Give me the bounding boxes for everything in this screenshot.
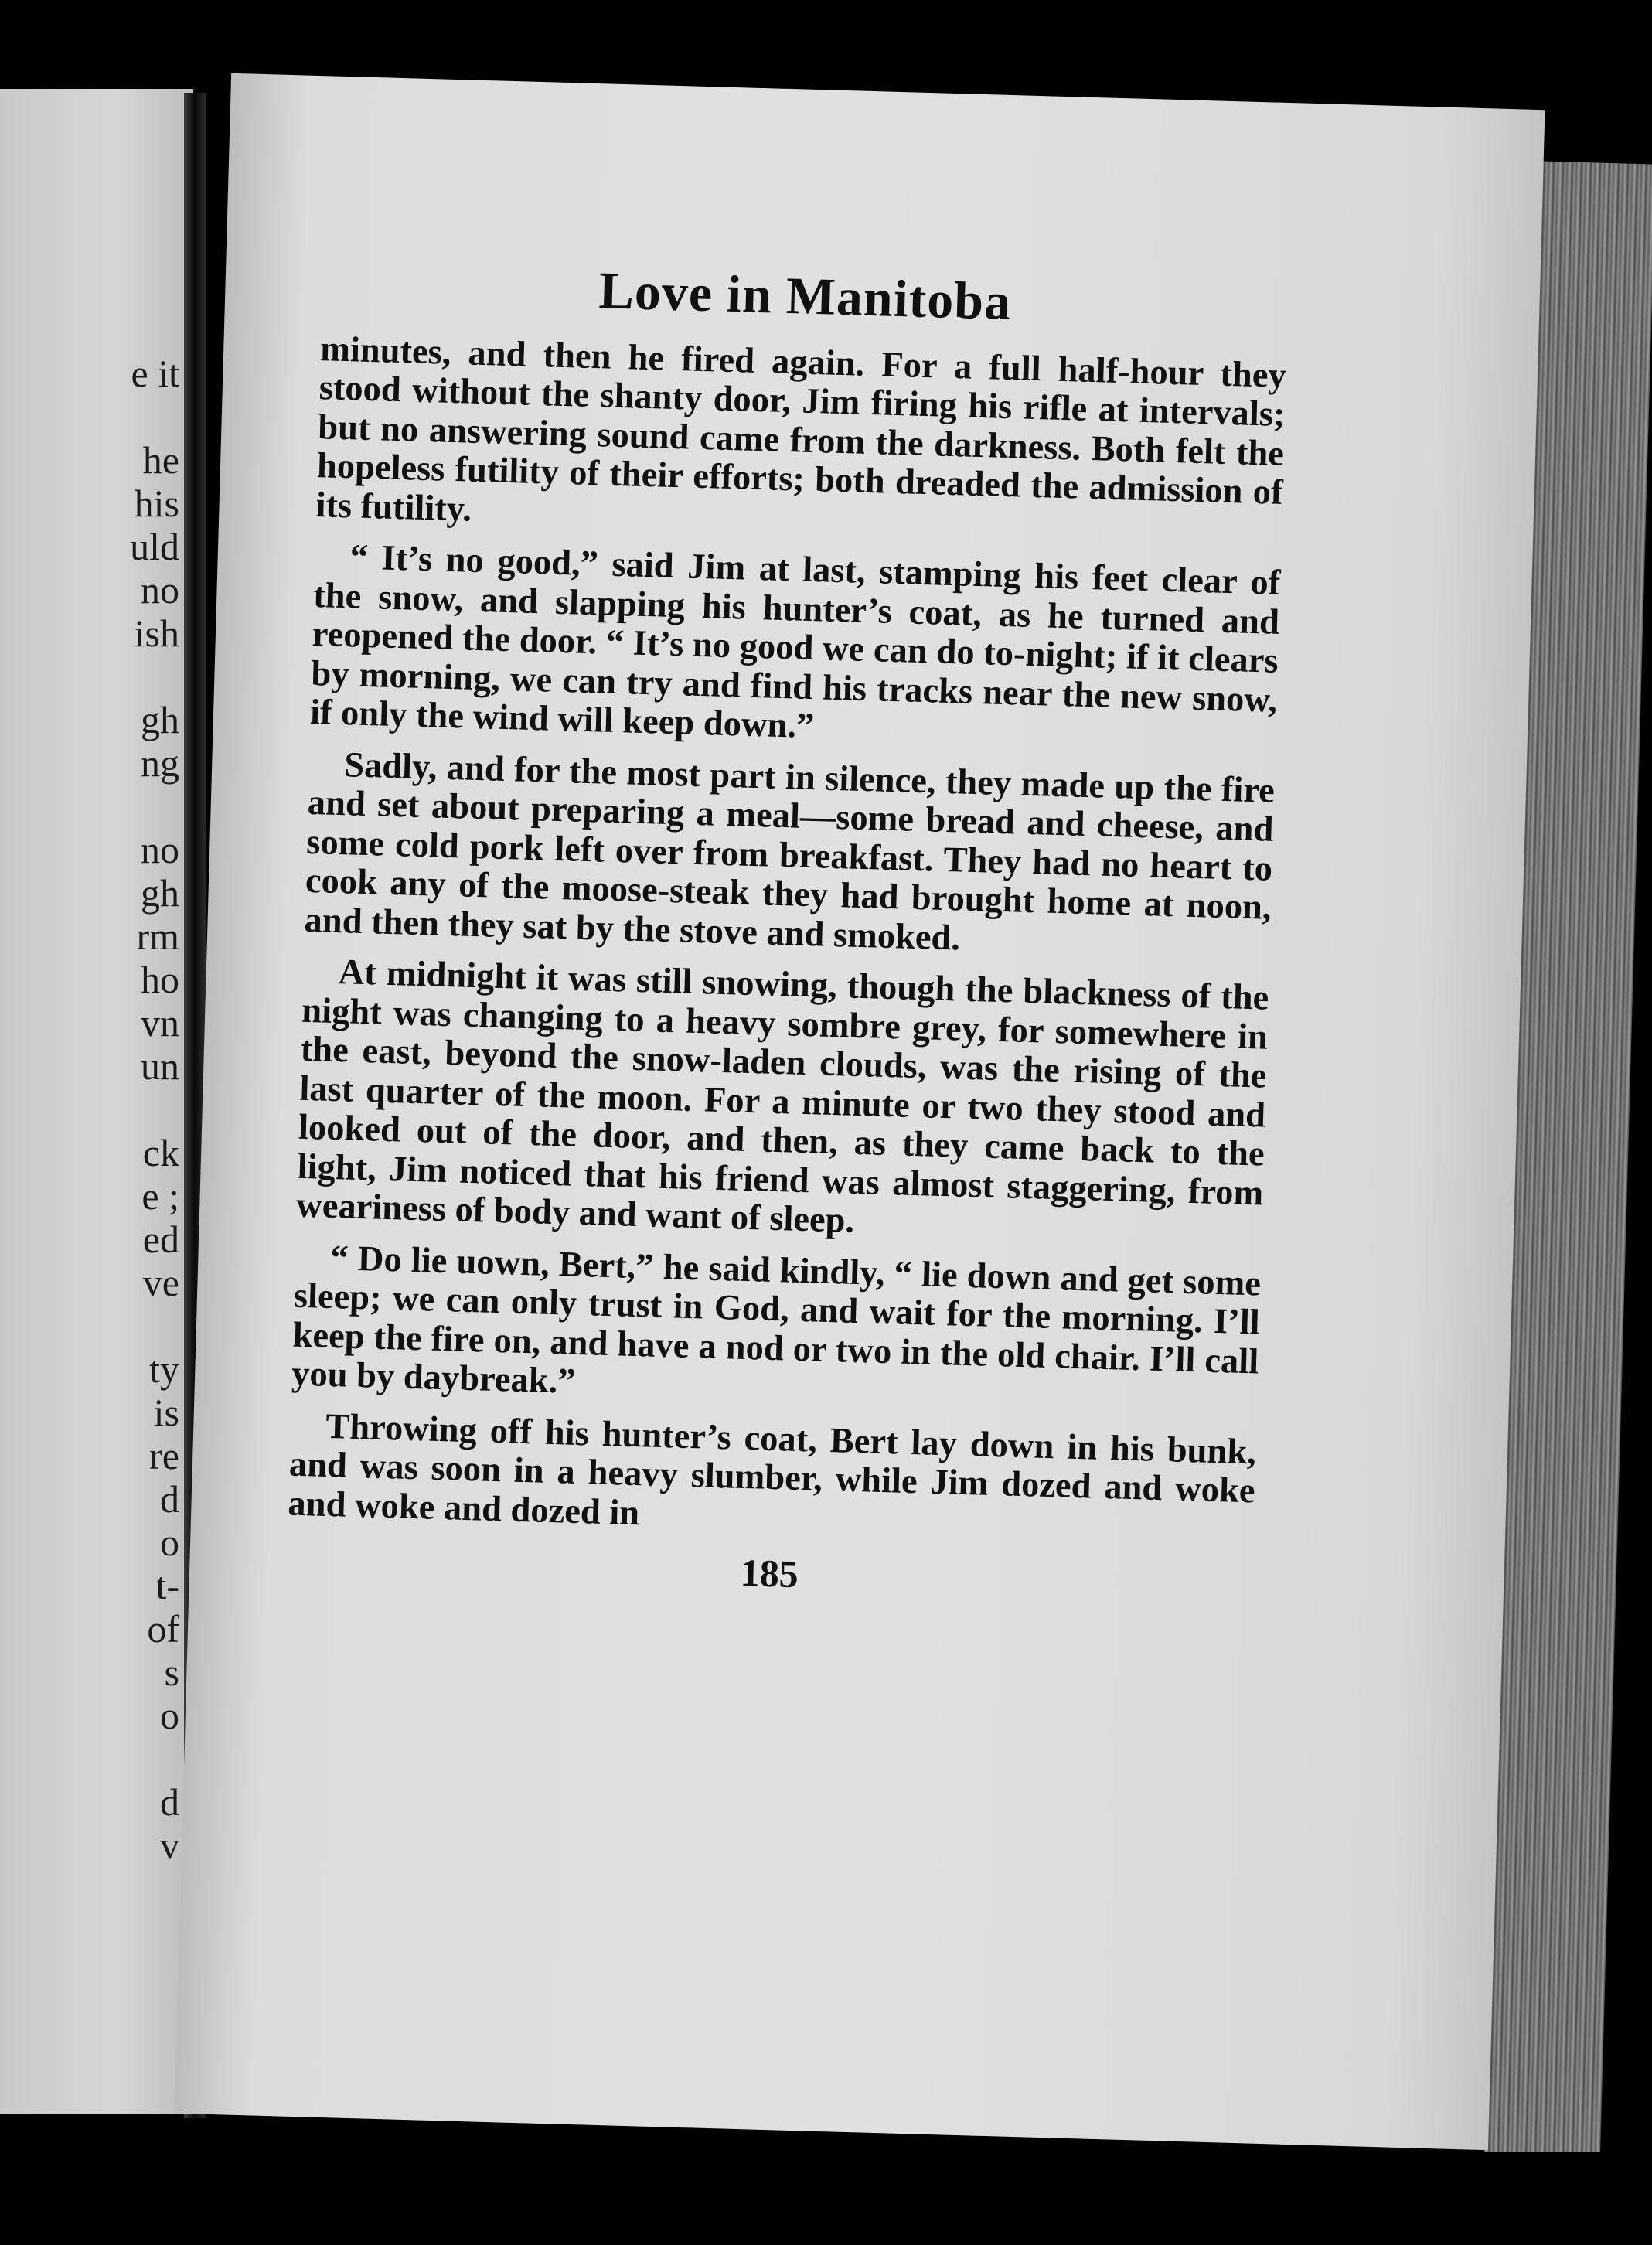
left-page-text-fragments xyxy=(0,352,193,1867)
page-number: 185 xyxy=(740,1551,799,1596)
running-head: Love in Manitoba xyxy=(598,261,1013,332)
left-fragment: ng xyxy=(141,741,179,785)
paragraph: At midnight it was still snowing, though the blackness of the night was changing to a heavy sombre grey, for somewhere in the east, beyond the snow-laden clouds, was the rising of the last quarter of the moon. For a minute or two they stood and looked out of the door, and then, as they came back to the light, Jim noticed that his friend was almost staggering, from weariness of body and want of sleep. xyxy=(295,952,1270,1242)
page-content xyxy=(286,254,1289,1610)
left-page xyxy=(0,89,193,2114)
left-fragment xyxy=(0,1304,193,1347)
left-fragment: is xyxy=(153,1391,179,1434)
left-fragment: d xyxy=(160,1477,179,1521)
left-fragment: ho xyxy=(141,958,179,1001)
body-text xyxy=(288,330,1287,1551)
left-fragment: vn xyxy=(141,1001,179,1044)
left-fragment: s xyxy=(164,1651,179,1694)
left-fragment: e it xyxy=(131,352,179,395)
left-fragment: o xyxy=(160,1694,179,1737)
left-fragment xyxy=(0,655,193,698)
paragraph: minutes, and then he fired again. For a full half-hour they stood without the shanty door, Jim firing his rifle at intervals; but no answering sound came from the darkness. Both felt the hopeless futility of their efforts; both dreaded the admission of its futility. xyxy=(315,329,1287,530)
left-fragment: ish xyxy=(134,611,179,655)
left-fragment: ve xyxy=(142,1261,179,1304)
left-fragment: uld xyxy=(130,525,179,568)
left-fragment: of xyxy=(147,1607,179,1651)
left-fragment: rm xyxy=(136,915,179,958)
left-fragment xyxy=(0,1737,193,1780)
left-fragment: re xyxy=(149,1434,179,1477)
left-fragment: o xyxy=(160,1521,179,1564)
left-fragment: v xyxy=(160,1824,179,1867)
left-fragment xyxy=(0,395,193,438)
left-fragment: ed xyxy=(142,1218,179,1261)
left-fragment xyxy=(0,1088,193,1131)
left-fragment: t- xyxy=(155,1564,179,1607)
left-fragment: gh xyxy=(141,871,179,915)
left-fragment: ck xyxy=(142,1131,179,1174)
paragraph: Throwing off his hunter’s coat, Bert lay down in his bunk, and was soon in a heavy slumber, while Jim dozed and woke and woke and dozed in xyxy=(287,1406,1257,1534)
scan-border xyxy=(0,2152,1652,2245)
left-fragment: no xyxy=(141,568,179,611)
paragraph: Sadly, and for the most part in silence, they made up the fire and set about preparing a meal—some bread and cheese, and some cold pork left over from breakfast. They had no heart to cook any of the moose-steak they had brought home at noon, and then they sat by the stove and smoked. xyxy=(303,745,1276,959)
left-fragment: ty xyxy=(149,1347,179,1391)
left-fragment: un xyxy=(141,1044,179,1088)
right-page xyxy=(174,73,1545,2150)
paragraph: “ It’s no good,” said Jim at last, stamping his feet clear of the snow, and slapping his hunter’s coat, as he turned and reopened the door. “ It’s no good we can do to-night; if it clears by morning, we can try and find his tracks near the new snow, if only the wind will keep down.” xyxy=(309,537,1282,747)
left-fragment: his xyxy=(134,482,179,525)
left-fragment: e ; xyxy=(141,1174,179,1218)
left-fragment: gh xyxy=(141,698,179,741)
left-fragment: d xyxy=(160,1780,179,1824)
paragraph: “ Do lie uown, Bert,” he said kindly, “ lie down and get some sleep; we can only trust in God, and wait for the morning. I’ll keep the fire on, and have a nod or two in the old chair. I’ll call you by daybreak.” xyxy=(291,1238,1262,1402)
left-fragment xyxy=(0,785,193,828)
left-fragment: he xyxy=(142,438,179,482)
left-fragment: no xyxy=(141,828,179,871)
